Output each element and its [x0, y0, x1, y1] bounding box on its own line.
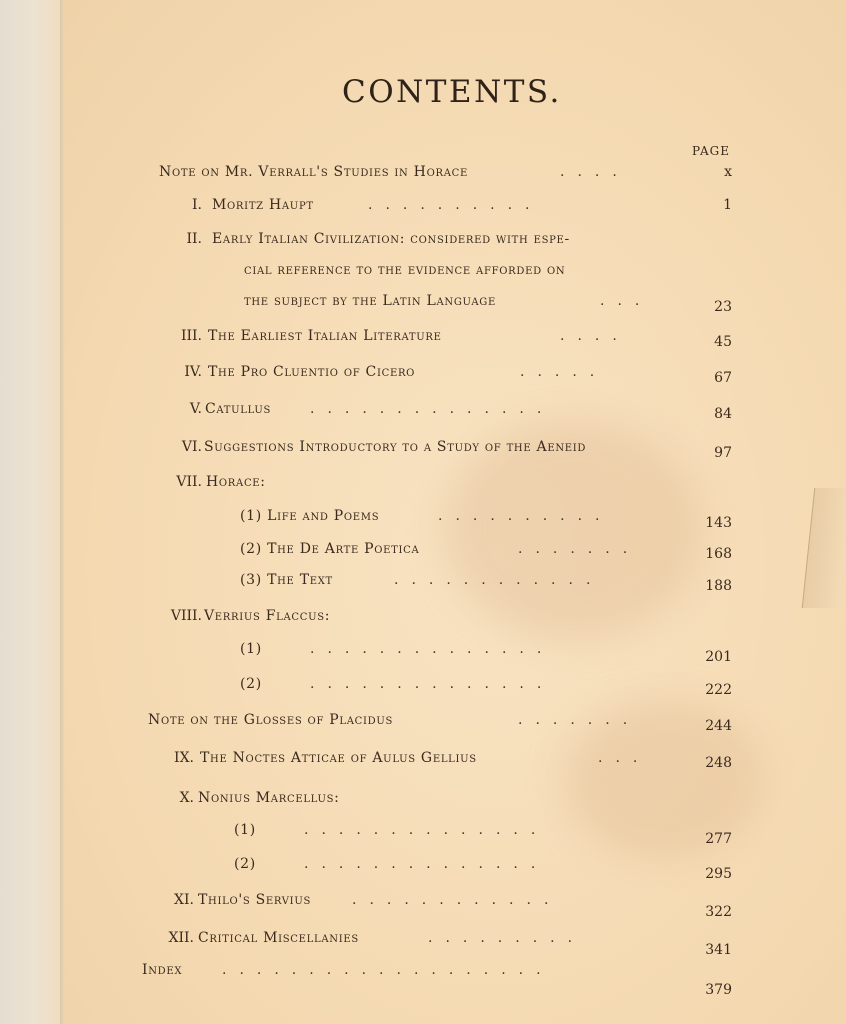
- entry-page: 97: [714, 445, 732, 461]
- subentry-title: (1): [234, 822, 256, 838]
- dot-leader: ....: [560, 164, 630, 180]
- entry-title: The Pro Cluentio of Cicero: [208, 364, 416, 380]
- dot-leader: ............: [352, 892, 562, 908]
- page-column-label: PAGE: [692, 144, 730, 158]
- subentry-title: (3) The Text: [240, 572, 333, 588]
- chapter-number: X.: [179, 790, 194, 806]
- entry-page: 45: [714, 334, 732, 350]
- entry-page: 295: [705, 866, 732, 882]
- entry-page: 23: [714, 299, 732, 315]
- toc-entry[interactable]: [0, 227, 846, 251]
- chapter-number: V.: [189, 401, 202, 417]
- chapter-number: VI.: [181, 439, 202, 455]
- entry-title: Verrius Flaccus:: [204, 608, 331, 624]
- dot-leader: ....: [560, 328, 630, 344]
- entry-page: 84: [714, 406, 732, 422]
- entry-title: Moritz Haupt: [212, 197, 314, 213]
- chapter-number: IX.: [174, 750, 194, 766]
- toc-entry[interactable]: [0, 160, 846, 184]
- entry-page: 248: [705, 755, 732, 771]
- entry-title: The Earliest Italian Literature: [208, 328, 442, 344]
- toc-entry[interactable]: [0, 604, 846, 628]
- dot-leader: ..............: [304, 822, 549, 838]
- toc-entry[interactable]: [0, 958, 846, 998]
- entry-page: 168: [705, 546, 732, 562]
- entry-title: Critical Miscellanies: [198, 930, 359, 946]
- dot-leader: ..............: [310, 401, 555, 417]
- toc-entry[interactable]: [0, 193, 846, 217]
- chapter-number: IV.: [184, 364, 202, 380]
- entry-page: 1: [723, 197, 732, 213]
- dot-leader: ..........: [438, 508, 613, 524]
- toc-subentry[interactable]: [0, 537, 846, 561]
- chapter-number: XI.: [174, 892, 194, 908]
- toc-entry[interactable]: [0, 888, 846, 920]
- chapter-number: VII.: [176, 474, 202, 490]
- dot-leader: .......: [518, 541, 641, 557]
- entry-page: 222: [705, 682, 732, 698]
- entry-page: 379: [705, 982, 732, 998]
- toc-entry[interactable]: [0, 746, 846, 770]
- toc-entry[interactable]: [0, 926, 846, 958]
- toc-subentry[interactable]: [0, 504, 846, 531]
- entry-title: Early Italian Civilization: considered with espe-: [212, 231, 570, 247]
- entry-page: 188: [705, 578, 732, 594]
- toc-entry[interactable]: [0, 397, 846, 421]
- entry-title: Note on the Glosses of Placidus: [148, 712, 394, 728]
- entry-page: 67: [714, 370, 732, 386]
- entry-title: Catullus: [205, 401, 272, 417]
- chapter-number: III.: [180, 328, 202, 344]
- subentry-title: (2): [240, 676, 262, 692]
- entry-title: The Noctes Atticae of Aulus Gellius: [200, 750, 477, 766]
- toc-subentry[interactable]: [0, 818, 846, 847]
- entry-title: Horace:: [206, 474, 266, 490]
- chapter-number: II.: [186, 231, 202, 247]
- chapter-number: XII.: [168, 930, 194, 946]
- entry-title-continuation: cial reference to the evidence afforded on: [244, 262, 566, 278]
- toc-entry[interactable]: [0, 708, 846, 732]
- dot-leader: ...: [600, 293, 653, 309]
- entry-page: 201: [705, 649, 732, 665]
- entry-title-continuation: the subject by the Latin Language: [244, 293, 496, 309]
- entry-page: 277: [705, 831, 732, 847]
- dot-leader: ..............: [304, 856, 549, 872]
- entry-title: Suggestions Introductory to a Study of the Aeneid: [204, 439, 587, 455]
- dot-leader: .....: [520, 364, 608, 380]
- chapter-number: VIII.: [170, 608, 202, 624]
- toc-entry[interactable]: [0, 786, 846, 810]
- toc-subentry[interactable]: [0, 568, 846, 592]
- subentry-title: (2): [234, 856, 256, 872]
- dot-leader: .........: [428, 930, 586, 946]
- entry-title: Index: [142, 962, 183, 978]
- dot-leader: ...: [598, 750, 651, 766]
- toc-entry[interactable]: [0, 470, 846, 494]
- contents-heading: CONTENTS.: [342, 74, 562, 110]
- toc-entry[interactable]: [0, 435, 846, 459]
- toc-entry[interactable]: [0, 360, 846, 384]
- subentry-title: (2) The De Arte Poetica: [240, 541, 420, 557]
- toc-subentry[interactable]: [0, 637, 846, 665]
- entry-page: 341: [705, 942, 732, 958]
- toc-subentry[interactable]: [0, 672, 846, 696]
- dot-leader: ............: [394, 572, 604, 588]
- subentry-title: (1): [240, 641, 262, 657]
- chapter-number: I.: [192, 197, 202, 213]
- entry-page: 322: [705, 904, 732, 920]
- entry-page: x: [724, 164, 732, 180]
- dot-leader: ...................: [222, 962, 554, 978]
- dot-leader: ..............: [310, 676, 555, 692]
- entry-page: 143: [705, 515, 732, 531]
- dot-leader: ..............: [310, 641, 555, 657]
- entry-title: Thilo's Servius: [198, 892, 312, 908]
- toc-entry-continuation: [0, 289, 846, 313]
- entry-title: Nonius Marcellus:: [198, 790, 340, 806]
- entry-page: 244: [705, 718, 732, 734]
- toc-subentry[interactable]: [0, 852, 846, 882]
- toc-entry[interactable]: [0, 324, 846, 348]
- dot-leader: ..........: [368, 197, 543, 213]
- subentry-title: (1) Life and Poems: [240, 508, 380, 524]
- entry-title: Note on Mr. Verrall's Studies in Horace: [159, 164, 468, 180]
- dot-leader: .......: [518, 712, 641, 728]
